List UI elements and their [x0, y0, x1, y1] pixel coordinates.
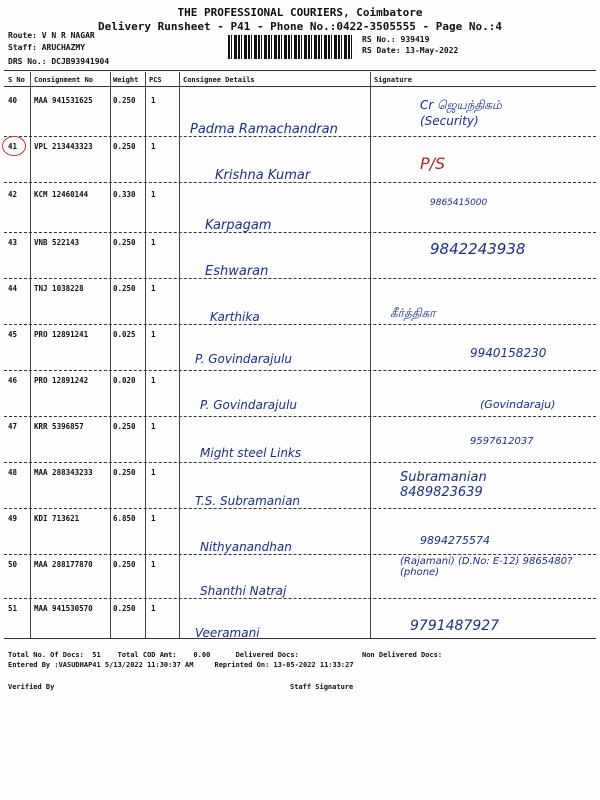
- row-weight: 0.250: [113, 142, 136, 151]
- row-pcs: 1: [151, 514, 156, 523]
- row-weight: 0.250: [113, 422, 136, 431]
- row-signature: Subramanian 8489823639: [400, 470, 487, 500]
- row-separator: [4, 598, 596, 599]
- row-weight: 0.250: [113, 468, 136, 477]
- row-separator: [4, 370, 596, 371]
- row-consignment: MAA 288343233: [34, 468, 93, 477]
- row-consignee: Might steel Links: [200, 446, 302, 460]
- drs-number: DRS No.: DCJB93941904: [8, 57, 110, 66]
- row-pcs: 1: [151, 604, 156, 613]
- row-sno: 51: [8, 604, 18, 613]
- row-signature: 9791487927: [410, 618, 500, 634]
- row-consignment: MAA 941530570: [34, 604, 93, 613]
- row-consignment: TNJ 1038228: [34, 284, 84, 293]
- row-sno: 45: [8, 330, 18, 339]
- row-separator: [4, 324, 596, 325]
- row-signature: P/S: [420, 154, 446, 173]
- row-pcs: 1: [151, 376, 156, 385]
- row-weight: 6.850: [113, 514, 136, 523]
- col-header-weight: Weight: [113, 76, 139, 84]
- row-consignment: VPL 213443323: [34, 142, 93, 151]
- row-consignee: Karpagam: [205, 218, 272, 233]
- row-consignee: T.S. Subramanian: [195, 494, 301, 508]
- row-weight: 0.020: [113, 376, 136, 385]
- row-consignment: MAA 288177870: [34, 560, 93, 569]
- row-signature: (Govindaraju): [480, 398, 556, 411]
- row-consignment: KCM 12460144: [34, 190, 89, 199]
- row-sno: 44: [8, 284, 18, 293]
- rs-number: RS No.: 939419: [362, 35, 430, 44]
- staff-signature-label: Staff Signature: [290, 683, 354, 691]
- row-consignment: MAA 941531625: [34, 96, 93, 105]
- row-separator: [4, 462, 596, 463]
- row-weight: 0.250: [113, 284, 136, 293]
- row-signature: 9894275574: [420, 534, 490, 547]
- row-separator: [4, 416, 596, 417]
- row-consignee: Shanthi Natraj: [200, 584, 287, 598]
- row-consignment: KRR 5396857: [34, 422, 84, 431]
- row-consignment: KDI 713621: [34, 514, 80, 523]
- row-pcs: 1: [151, 142, 156, 151]
- row-pcs: 1: [151, 330, 156, 339]
- row-pcs: 1: [151, 190, 156, 199]
- entered-by-line: Entered By :VASUDHAP41 5/13/2022 11:30:37 AM Reprinted On: 13-05-2022 11:33:27: [8, 661, 354, 669]
- row-consignee: Eshwaran: [205, 264, 269, 279]
- col-header-consignee: Consignee Details: [183, 76, 255, 84]
- row-sno: 43: [8, 238, 18, 247]
- totals-line: Total No. Of Docs: 51 Total COD Amt: 0.00 Delivered Docs: Non Delivered Docs:: [8, 651, 443, 659]
- col-header-consignment: Consignment No: [34, 76, 94, 84]
- row-consignee: Veeramani: [195, 626, 260, 640]
- row-weight: 0.250: [113, 560, 136, 569]
- row-sno: 41: [8, 142, 18, 151]
- row-consignee: P. Govindarajulu: [200, 398, 298, 412]
- row-signature: 9597612037: [470, 436, 534, 447]
- row-consignment: VNB 522143: [34, 238, 80, 247]
- row-sno: 47: [8, 422, 18, 431]
- row-pcs: 1: [151, 284, 156, 293]
- row-pcs: 1: [151, 468, 156, 477]
- row-weight: 0.330: [113, 190, 136, 199]
- row-pcs: 1: [151, 422, 156, 431]
- row-sno: 50: [8, 560, 18, 569]
- row-sno: 49: [8, 514, 18, 523]
- row-pcs: 1: [151, 96, 156, 105]
- row-consignee: Karthika: [210, 310, 260, 324]
- row-sno: 48: [8, 468, 18, 477]
- row-signature: 9865415000: [430, 198, 488, 208]
- row-signature: கீர்த்திகா: [390, 306, 436, 320]
- row-weight: 0.250: [113, 238, 136, 247]
- col-header-pcs: PCS: [149, 76, 162, 84]
- row-sno: 42: [8, 190, 18, 199]
- row-sno: 46: [8, 376, 18, 385]
- row-separator: [4, 232, 596, 233]
- verified-by-label: Verified By: [8, 683, 55, 691]
- row-signature: (Rajamani) (D.No: E-12) 9865480? (phone): [400, 556, 573, 578]
- row-consignment: PRO 12891241: [34, 330, 89, 339]
- row-sno: 40: [8, 96, 18, 105]
- row-weight: 0.025: [113, 330, 136, 339]
- row-consignee: Padma Ramachandran: [190, 122, 338, 137]
- col-header-sno: S No: [8, 76, 25, 84]
- table-top-border: [4, 70, 596, 71]
- row-consignee: Krishna Kumar: [215, 168, 311, 183]
- rs-date: RS Date: 13-May-2022: [362, 46, 459, 55]
- row-pcs: 1: [151, 560, 156, 569]
- row-consignee: Nithyanandhan: [200, 540, 292, 554]
- row-signature: Cr ஜெயந்திகம் (Security): [420, 98, 502, 128]
- row-separator: [4, 278, 596, 279]
- table-header-border: [4, 86, 596, 87]
- row-pcs: 1: [151, 238, 156, 247]
- staff: Staff: ARUCHAZMY: [8, 43, 86, 52]
- row-separator: [4, 508, 596, 509]
- row-signature: 9940158230: [470, 346, 547, 360]
- company-title: THE PROFESSIONAL COURIERS, Coimbatore: [177, 6, 423, 19]
- col-header-signature: Signature: [374, 76, 412, 84]
- row-consignment: PRO 12891242: [34, 376, 89, 385]
- table-bottom-border: [4, 638, 596, 639]
- row-consignee: P. Govindarajulu: [195, 352, 293, 366]
- barcode: [228, 35, 353, 59]
- row-weight: 0.250: [113, 96, 136, 105]
- row-separator: [4, 554, 596, 555]
- route: Route: V N R NAGAR: [8, 31, 95, 40]
- row-signature: 9842243938: [430, 240, 526, 258]
- row-weight: 0.250: [113, 604, 136, 613]
- runsheet-subtitle: Delivery Runsheet - P41 - Phone No.:0422-3505555 - Page No.:4: [98, 20, 502, 33]
